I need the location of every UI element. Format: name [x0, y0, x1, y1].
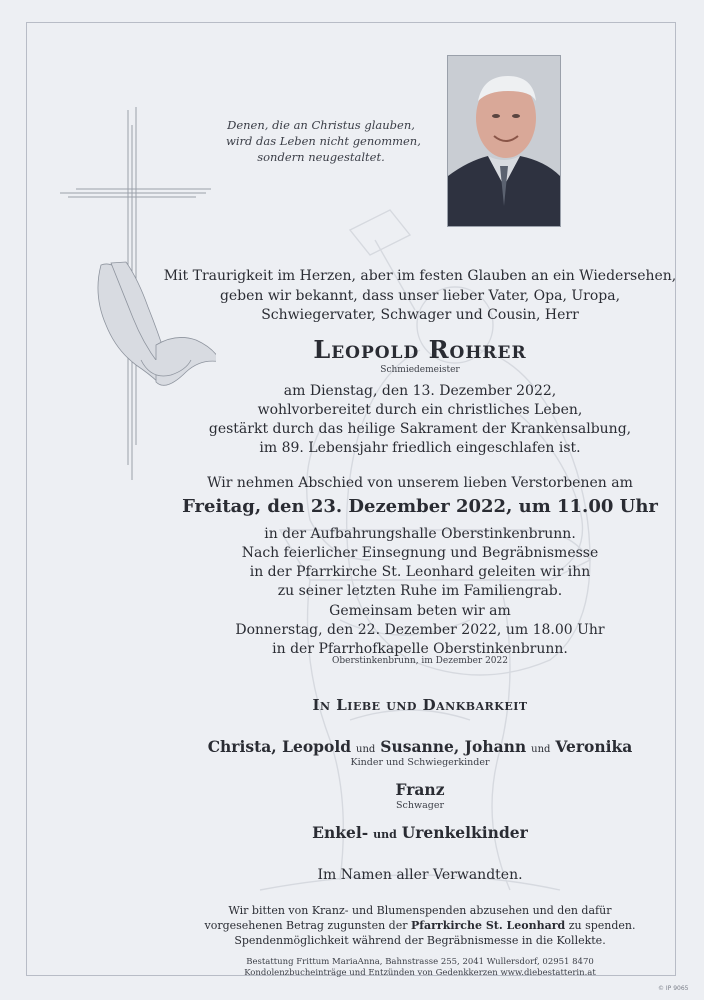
quote-line: wird das Leben nicht genommen, — [226, 134, 421, 148]
mourner-names: Christa, Leopold — [207, 737, 352, 756]
mourner-names: Urenkelkinder — [401, 823, 528, 842]
prayer-info — [150, 602, 690, 659]
mourner-names: Veronika — [555, 737, 633, 756]
details-line: am Dienstag, den 13. Dezember 2022, — [283, 383, 557, 399]
funeral-line: in der Aufbahrungshalle Oberstinkenbrunn. — [264, 526, 576, 542]
brother-in-law-role: Schwager — [396, 800, 444, 811]
prayer-line: Gemeinsam beten wir am — [329, 603, 511, 619]
mourner-names: Susanne, Johann — [380, 737, 527, 756]
details-line: im 89. Lebensjahr friedlich eingeschlafen ist. — [259, 440, 581, 456]
donation-line: Spendenmöglichkeit während der Begräbnismesse in die Kollekte. — [234, 934, 606, 947]
farewell-intro: Wir nehmen Abschied von unserem lieben Verstorbenen am — [207, 475, 633, 491]
donation-text: vorgesehenen Betrag zugunsten der — [204, 919, 411, 932]
children-role: Kinder und Schwiegerkinder — [350, 757, 490, 768]
deceased-name: Leopold Rohrer — [313, 335, 527, 364]
conjunction: und — [356, 744, 376, 755]
details-line: wohlvorbereitet durch ein christliches Leben, — [257, 402, 583, 418]
relatives-line: Im Namen aller Verwandten. — [317, 867, 523, 883]
death-details — [150, 382, 690, 458]
donation-line: Wir bitten von Kranz- und Blumenspenden abzusehen und den dafür — [228, 904, 612, 917]
donation-request — [150, 903, 690, 948]
conjunction: und — [373, 828, 397, 841]
prayer-line: in der Pfarrhofkapelle Oberstinkenbrunn. — [272, 641, 568, 657]
funeral-line: zu seiner letzten Ruhe im Familiengrab. — [277, 583, 563, 599]
undertaker-line: Kondolenzbucheinträge und Entzünden von Gedenkkerzen www.diebestatterin.at — [244, 968, 596, 978]
grandchildren — [150, 822, 690, 845]
intro-line: Mit Traurigkeit im Herzen, aber im festen Glauben an ein Wiedersehen, — [163, 268, 677, 284]
mourners-heading: In Liebe und Dankbarkeit — [312, 696, 528, 714]
brother-in-law-name: Franz — [395, 780, 445, 799]
donation-line — [150, 918, 690, 933]
conjunction: und — [531, 744, 551, 755]
funeral-date: Freitag, den 23. Dezember 2022, um 11.00 Uhr — [182, 496, 658, 517]
undertaker-line: Bestattung Frittum MariaAnna, Bahnstrasse 255, 2041 Wullersdorf, 02951 8470 — [246, 957, 594, 967]
place-date: Oberstinkenbrunn, im Dezember 2022 — [331, 656, 508, 666]
mourner-names: Enkel- — [312, 823, 369, 842]
donation-text: zu spenden. — [565, 919, 636, 932]
bible-quote — [226, 117, 421, 165]
prayer-line: Donnerstag, den 22. Dezember 2022, um 18.00 Uhr — [235, 622, 605, 638]
quote-line: sondern neugestaltet. — [257, 150, 385, 164]
intro-line: geben wir bekannt, dass unser lieber Vater, Opa, Uropa, — [219, 287, 621, 304]
undertaker-info — [150, 957, 690, 979]
funeral-line: in der Pfarrkirche St. Leonhard geleiten wir ihn — [249, 564, 591, 580]
announcement-intro — [150, 267, 690, 326]
copyright-mark: © IP 9065 — [658, 985, 689, 992]
portrait-photo — [447, 55, 561, 227]
portrait-image — [448, 56, 560, 226]
details-line: gestärkt durch das heilige Sakrament der Krankensalbung, — [208, 421, 632, 437]
funeral-line: Nach feierlicher Einsegnung und Begräbnismesse — [241, 545, 599, 561]
quote-line: Denen, die an Christus glauben, — [227, 118, 415, 132]
funeral-info — [150, 525, 690, 601]
deceased-profession: Schmiedemeister — [380, 365, 460, 375]
donation-recipient: Pfarrkirche St. Leonhard — [410, 919, 566, 932]
intro-line: Schwiegervater, Schwager und Cousin, Herr — [261, 307, 579, 323]
